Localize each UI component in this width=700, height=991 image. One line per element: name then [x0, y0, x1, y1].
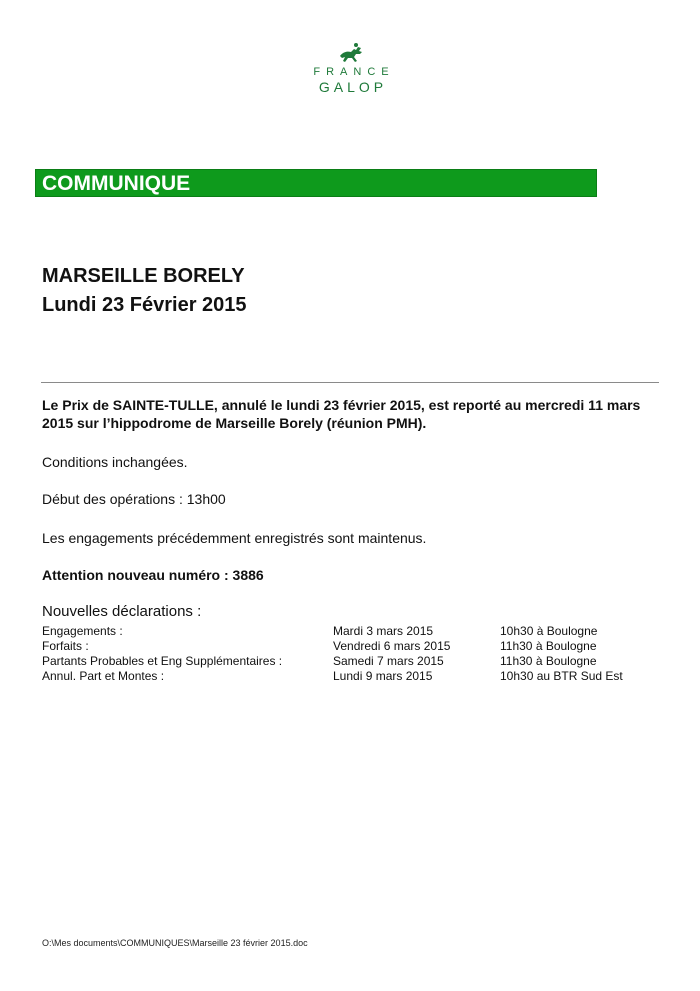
declaration-time: 10h30 au BTR Sud Est	[500, 669, 623, 683]
engagements-note: Les engagements précédemment enregistrés sont maintenus.	[42, 530, 427, 546]
declaration-date: Mardi 3 mars 2015	[333, 624, 434, 638]
declaration-time: 11h30 à Boulogne	[500, 654, 597, 668]
divider-line	[41, 382, 659, 383]
banner-title: COMMUNIQUE	[42, 172, 191, 195]
declaration-label: Partants Probables et Eng Supplémentaires :	[42, 654, 283, 668]
page-title	[42, 262, 247, 320]
declaration-label: Annul. Part et Montes :	[42, 669, 165, 683]
declaration-time: 11h30 à Boulogne	[500, 639, 597, 653]
start-time-text: Début des opérations : 13h00	[42, 491, 226, 507]
logo-text-galop: GALOP	[318, 79, 388, 95]
title-venue: MARSEILLE BORELY	[42, 265, 245, 287]
horse-rider-icon	[336, 42, 366, 64]
declaration-label: Forfaits :	[42, 639, 89, 653]
conditions-text: Conditions inchangées.	[42, 454, 188, 470]
attention-number: Attention nouveau numéro : 3886	[42, 567, 264, 583]
declaration-time: 10h30 à Boulogne	[500, 624, 598, 638]
declarations-title: Nouvelles déclarations :	[42, 603, 202, 620]
communique-banner	[35, 169, 597, 197]
declaration-date: Samedi 7 mars 2015	[333, 654, 444, 668]
declaration-date: Vendredi 6 mars 2015	[333, 639, 451, 653]
declaration-label: Engagements :	[42, 624, 123, 638]
france-galop-logo	[290, 42, 412, 95]
footer-file-path: O:\Mes documents\COMMUNIQUES\Marseille 23 février 2015.doc	[42, 938, 308, 948]
logo-text-france: FRANCE	[313, 66, 395, 78]
intro-paragraph: Le Prix de SAINTE-TULLE, annulé le lundi 23 février 2015, est reporté au mercredi 11 mars 2015 sur l’hippodrome de Marseille Borely (réunion PMH).	[42, 397, 641, 431]
declaration-date: Lundi 9 mars 2015	[333, 669, 433, 683]
title-date: Lundi 23 Février 2015	[42, 294, 247, 316]
